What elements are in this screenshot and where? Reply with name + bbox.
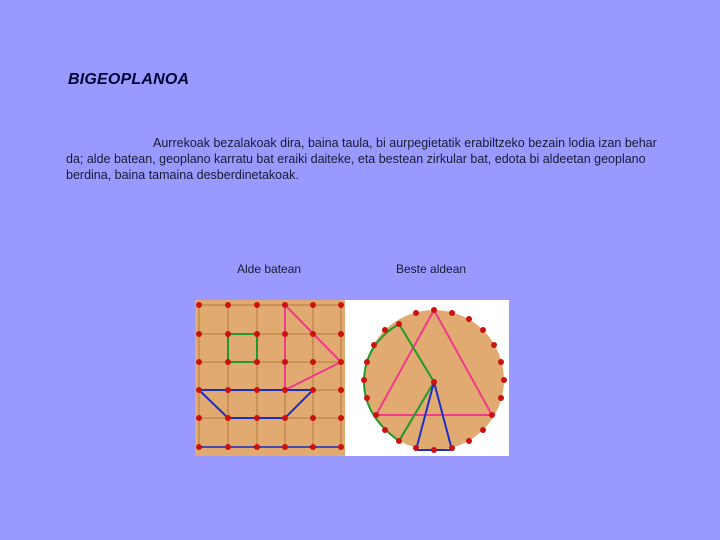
caption-right: Beste aldean bbox=[396, 262, 467, 276]
description-paragraph: Aurrekoak bezalakoak dira, baina taula, bi aurpegietatik erabiltzeko bezain lodia izan behar da; alde batean, geoplano karratu bat eraiki daiteke, eta bestean zirkular bat, edota bi aldeetan geoplano berdina, baina tamaina desberdinetakoak. bbox=[66, 136, 657, 182]
square-geoboard bbox=[195, 300, 345, 456]
caption-left: Alde batean bbox=[237, 262, 302, 276]
page-title: BIGEOPLANOA bbox=[68, 71, 190, 88]
geoboard-illustration bbox=[195, 300, 509, 456]
square-board bbox=[195, 300, 345, 456]
circular-geoboard bbox=[345, 300, 509, 456]
geoboard-figure bbox=[195, 300, 509, 456]
